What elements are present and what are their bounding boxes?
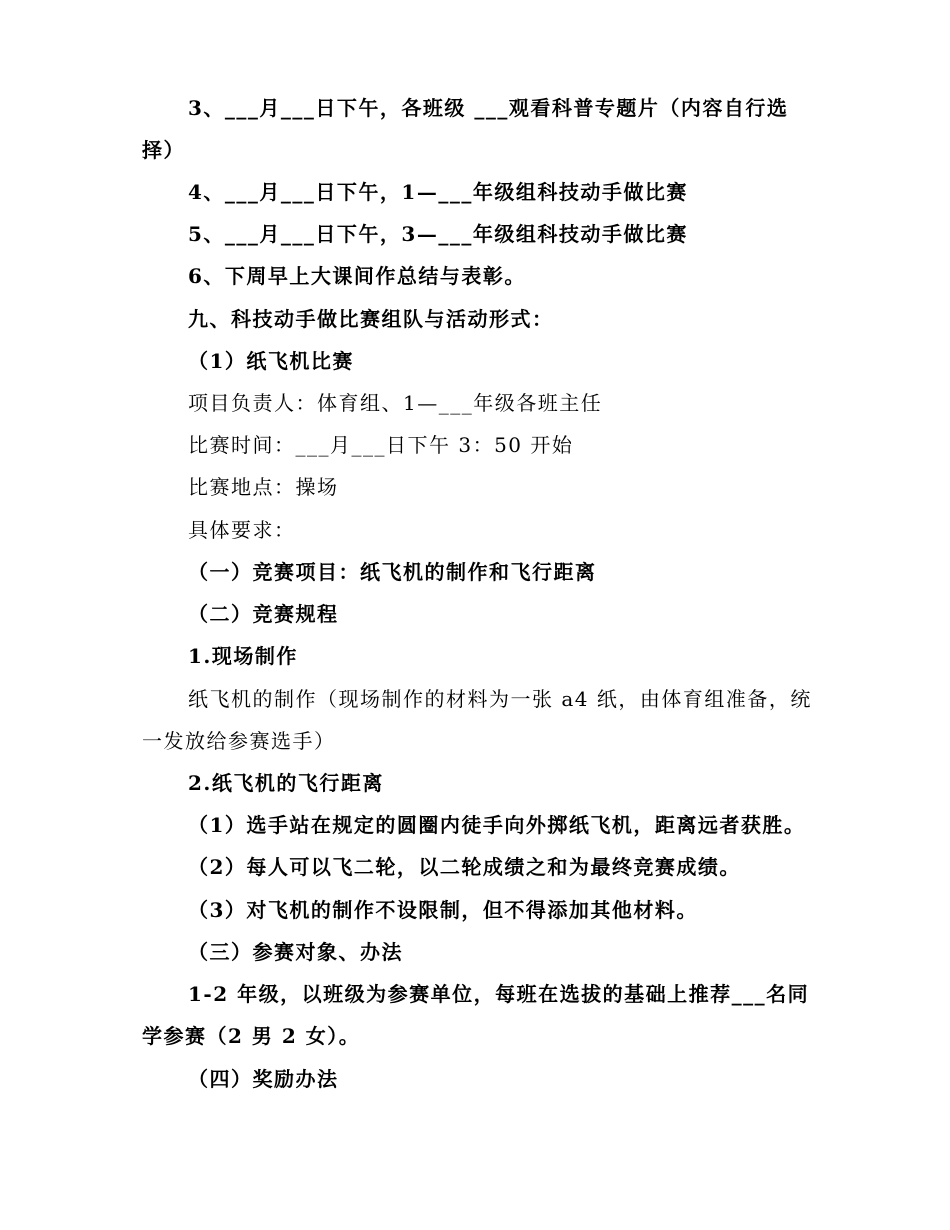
project-leader-line: 项目负责人：体育组、1—___年级各班主任	[188, 391, 603, 415]
competition-time-line: 比赛时间：___月___日下午 3：50 开始	[188, 433, 574, 457]
participants-paragraph: 1-2 年级，以班级为参赛单位，每班在选拔的基础上推荐___名同	[188, 982, 810, 1006]
rule-heading-4: （四）奖励办法	[188, 1067, 339, 1091]
step-heading-1: 1.现场制作	[188, 644, 298, 668]
schedule-item-3: 3、___月___日下午，各班级 ___观看科普专题片（内容自行选	[188, 96, 789, 120]
distance-rule-2: （2）每人可以飞二轮，以二轮成绩之和为最终竞赛成绩。	[188, 855, 741, 879]
schedule-item-4: 4、___月___日下午，1—___年级组科技动手做比赛	[188, 180, 688, 204]
schedule-item-3-continued: 择）	[142, 138, 185, 162]
distance-rule-3: （3）对飞机的制作不设限制，但不得添加其他材料。	[188, 898, 698, 922]
production-paragraph-continued: 一发放给参赛选手）	[142, 729, 336, 753]
requirements-label: 具体要求：	[188, 518, 296, 542]
subheading-paper-plane: （1）纸飞机比赛	[188, 349, 354, 373]
step-heading-2: 2.纸飞机的飞行距离	[188, 771, 384, 795]
rule-heading-2: （二）竞赛规程	[188, 602, 339, 626]
section-heading-9: 九、科技动手做比赛组队与活动形式：	[188, 307, 554, 331]
production-paragraph: 纸飞机的制作（现场制作的材料为一张 a4 纸，由体育组准备，统	[188, 687, 812, 711]
participants-paragraph-continued: 学参赛（2 男 2 女）。	[142, 1024, 361, 1048]
rule-heading-1: （一）竞赛项目：纸飞机的制作和飞行距离	[188, 560, 597, 584]
schedule-item-6: 6、下周早上大课间作总结与表彰。	[188, 264, 526, 288]
distance-rule-1: （1）选手站在规定的圆圈内徒手向外掷纸飞机，距离远者获胜。	[188, 813, 806, 837]
competition-location-line: 比赛地点：操场	[188, 475, 339, 499]
schedule-item-5: 5、___月___日下午，3—___年级组科技动手做比赛	[188, 222, 688, 246]
rule-heading-3: （三）参赛对象、办法	[188, 940, 403, 964]
